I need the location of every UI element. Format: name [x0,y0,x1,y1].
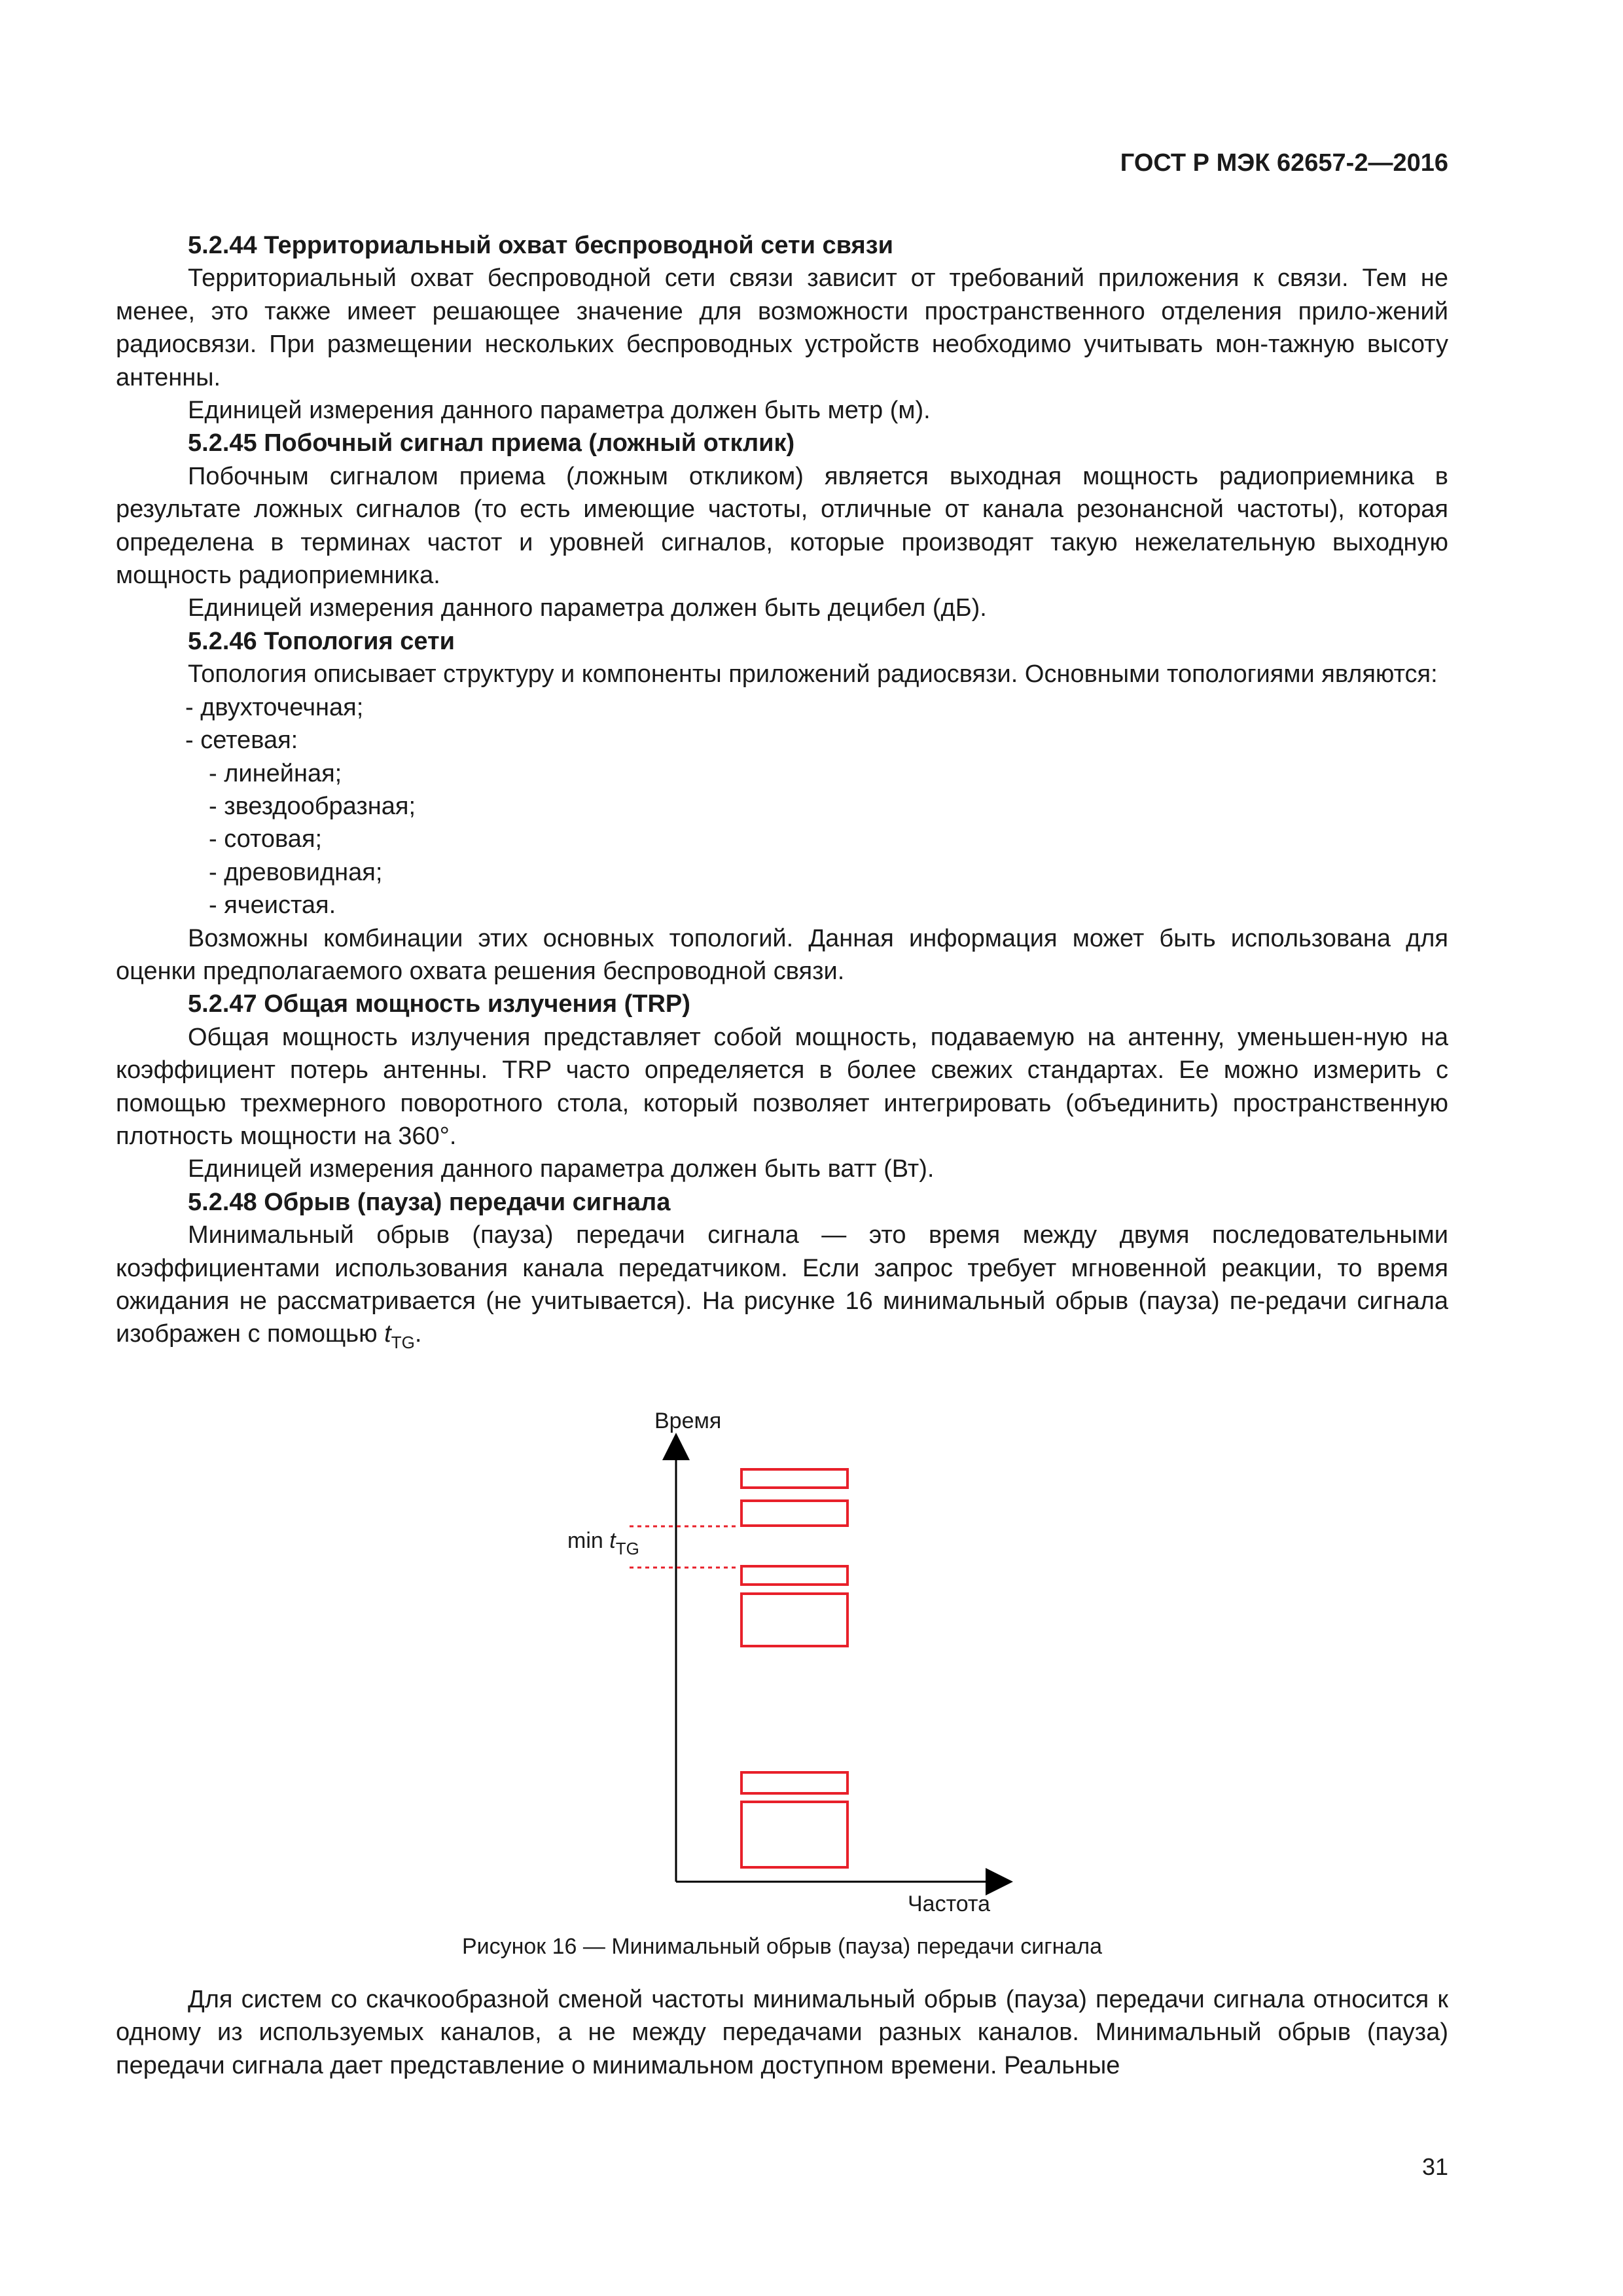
paragraph: Для систем со скачкообразной сменой частоты минимальный обрыв (пауза) передачи сигнала относится к одному из используемых каналов, а не между передачами разных каналов. Минимальный обрыв (пауза) передачи сигнала дает представление о минимальном доступном времени. Реальные [116,1986,1448,2079]
figure-16 [116,1394,1448,1916]
figure-caption: Рисунок 16 — Минимальный обрыв (пауза) передачи сигнала [461,1934,1103,1959]
symbol-t: t [609,1528,616,1553]
paragraph: Побочным сигналом приема (ложным откликом) является выходная мощность радиоприемника в результате ложных сигналов (то есть имеющие частоты, отличные от канала резонансной частоты), которая определена в терминах частот и уровней сигналов, которые производят такую нежелательную выходную мощность радиоприемника. [116,462,1448,590]
transmission-block [741,1802,847,1867]
list-item: - сетевая: [185,726,298,755]
transmission-block [741,1772,847,1793]
paragraph: Топология описывает структуру и компоненты приложений радиосвязи. Основными топологиями являются: [188,660,1438,689]
paragraph: Единицей измерения данного параметра должен быть децибел (дБ). [188,594,987,622]
paragraph: Возможны комбинации этих основных топологий. Данная информация может быть использована для оценки предполагаемого охвата решения беспроводной связи. [116,924,1448,985]
sublist-item: - звездообразная; [209,792,416,820]
section-heading-5-2-46: 5.2.46 Топология сети [188,627,455,655]
transmission-block [741,1501,847,1526]
section-heading-5-2-48: 5.2.48 Обрыв (пауза) передачи сигнала [188,1188,671,1216]
x-axis-label: Частота [908,1892,991,1916]
symbol-t: t [384,1320,391,1348]
y-axis-label: Время [654,1408,722,1433]
paragraph: Общая мощность излучения представляет собой мощность, подаваемую на антенну, уменьшен-ную на коэффициент потерь антенны. TRP часто определяется в более свежих стандартах. Ее можно измерить с помощью трехмерного поворотного стола, который позволяет интегрировать (объединить) пространственную плотность мощности на 360°. [116,1023,1448,1150]
sublist-item: - ячеистая. [209,891,336,920]
paragraph-text: Минимальный обрыв (пауза) передачи сигнала — это время между двумя последовательными коэффициентами использования канала передатчиком. Если запрос требует мгновенной реакции, то время ожидания не рассматривается (не учитывается). На рисунке 16 минимальный обрыв (пауза) пе-редачи сигнала изображен с помощью [116,1221,1448,1348]
figure-diagram [116,1394,1448,1911]
section-heading-5-2-47: 5.2.47 Общая мощность излучения (TRP) [188,990,690,1018]
section-heading-5-2-45: 5.2.45 Побочный сигнал приема (ложный отклик) [188,429,795,457]
sublist-item: - древовидная; [209,858,383,886]
sublist-item: - сотовая; [209,825,323,853]
transmission-block [741,1594,847,1646]
paragraph: Территориальный охват беспроводной сети связи зависит от требований приложения к связи. Тем не менее, это также имеет решающее значение для возможности пространственного отделения прило-жений радиосвязи. При размещении нескольких беспроводных устройств необходимо учитывать мон-тажную высоту антенны. [116,264,1448,391]
sublist-item: - линейная; [209,759,342,787]
section-heading-5-2-44: 5.2.44 Территориальный охват беспроводной сети связи [188,232,893,259]
paragraph: Единицей измерения данного параметра должен быть метр (м). [188,397,931,425]
document-id-header: ГОСТ Р МЭК 62657-2—2016 [1120,149,1448,177]
symbol-subscript: TG [391,1333,415,1353]
transmission-block [741,1469,847,1488]
min-prefix: min [567,1528,610,1553]
closing-text [116,1983,1448,2082]
list-item: - двухточечная; [185,693,364,721]
paragraph: Единицей измерения данного параметра должен быть ватт (Вт). [188,1155,935,1183]
transmission-block [741,1566,847,1585]
page-number: 31 [1421,2153,1448,2180]
sentence-end: . [414,1320,422,1348]
min-ttg-label [567,1528,639,1559]
symbol-subscript: TG [615,1539,639,1558]
document-page [116,0,1448,2296]
paragraph [116,1219,1448,1359]
main-text [116,229,1448,1359]
